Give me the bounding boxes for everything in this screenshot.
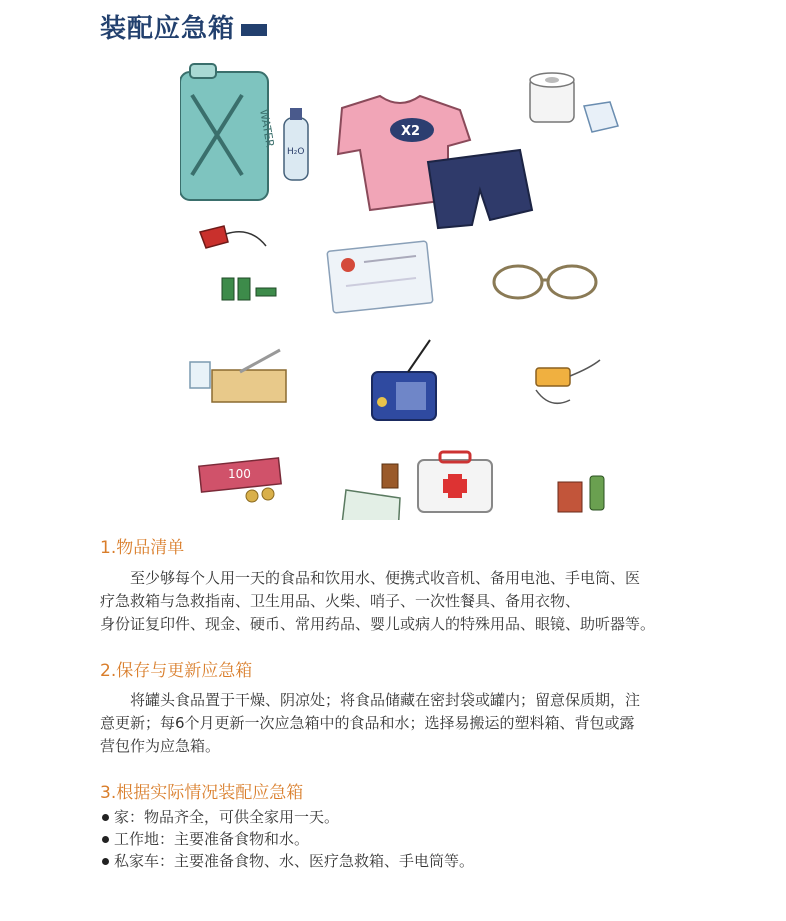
glasses-icon (494, 266, 596, 298)
body-line: 营包作为应急箱。 (100, 737, 221, 755)
body-line: 疗急救箱与急救指南、卫生用品、火柴、哨子、一次性餐具、备用衣物、 (100, 592, 581, 610)
jerrycan-label: WATER (257, 108, 277, 149)
id-card-icon (327, 241, 433, 313)
cash-label: 100 (228, 467, 251, 481)
body-line: 意更新；每6个月更新一次应急箱中的食品和水；选择易搬运的塑料箱、背包或露 (100, 714, 635, 732)
body-line: 将罐头食品置于干燥、阴凉处；将食品储藏在密封袋或罐内；留意保质期，注 (130, 691, 641, 709)
lighter-icon (590, 476, 604, 510)
list-item: 私家车：主要准备食物、水、医疗急救箱、手电筒等。 (100, 850, 474, 872)
situational-list (100, 806, 474, 872)
radio-icon (372, 340, 436, 420)
toilet-paper-icon (530, 73, 574, 122)
body-line: 至少够每个人用一天的食品和饮用水、便携式收音机、备用电池、手电筒、医 (130, 569, 641, 587)
shirt-label: X2 (401, 124, 421, 139)
section-heading-situational: 3.根据实际情况装配应急箱 (100, 783, 304, 803)
body-line: 身份证复印件、现金、硬币、常用药品、婴儿或病人的特殊用品、眼镜、助听器等。 (100, 615, 656, 633)
cup-icon (190, 362, 210, 388)
whistle-icon (200, 226, 266, 248)
page-title-text: 装配应急箱 (100, 14, 236, 44)
cash-icon (199, 458, 281, 502)
water-bottle-icon (284, 108, 308, 180)
tissue-icon (584, 102, 618, 132)
matches-icon (558, 482, 582, 512)
utensil-basket-icon (212, 350, 286, 402)
section-heading-storage: 2.保存与更新应急箱 (100, 661, 253, 681)
first-aid-kit-icon (418, 452, 492, 512)
batteries-icon (222, 278, 276, 300)
shorts-icon (428, 150, 532, 228)
medicine-bottle-icon (382, 464, 398, 488)
section-body-storage (100, 689, 740, 758)
flashlight-icon (536, 360, 600, 403)
first-aid-guide-icon (342, 490, 400, 520)
bottle-label: H₂O (287, 147, 305, 157)
list-item: 工作地：主要准备食物和水。 (100, 828, 474, 850)
title-bar-decoration (241, 24, 267, 36)
section-heading-item-list: 1.物品清单 (100, 538, 185, 558)
list-item: 家：物品齐全，可供全家用一天。 (100, 806, 474, 828)
emergency-kit-illustration (180, 50, 620, 520)
page-title (100, 8, 267, 45)
water-jerrycan-icon (180, 64, 277, 200)
section-body-item-list (100, 567, 740, 636)
